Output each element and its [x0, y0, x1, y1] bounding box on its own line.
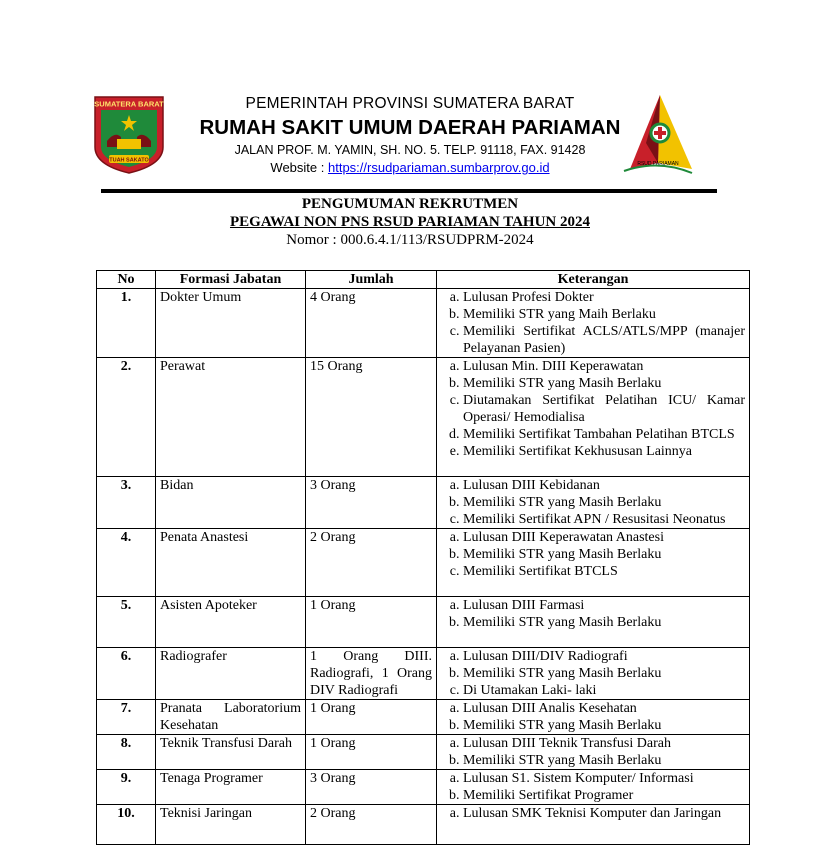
row-number: 1.: [97, 289, 156, 358]
row-number: 4.: [97, 529, 156, 597]
row-jumlah: 15 Orang: [306, 358, 437, 477]
requirement-item: b. Memiliki STR yang Masih Berlaku: [463, 494, 745, 511]
requirements-list: [441, 700, 745, 734]
requirement-item: b. Memiliki Sertifikat Programer: [463, 787, 745, 804]
emblem-top-text: SUMATERA BARAT: [94, 99, 164, 109]
hospital-website: [160, 160, 660, 175]
requirement-item: e. Memiliki Sertifikat Kekhususan Lainnya: [463, 443, 745, 460]
requirement-item: c. Diutamakan Sertifikat Pelatihan ICU/ Kamar Operasi/ Hemodialisa: [463, 392, 745, 426]
row-jumlah: 2 Orang: [306, 529, 437, 597]
row-jumlah: 1 Orang: [306, 700, 437, 735]
table-row: [97, 700, 750, 735]
table-row: [97, 477, 750, 529]
row-formasi: Perawat: [156, 358, 306, 477]
recruitment-table: [96, 270, 750, 845]
requirements-list: [441, 477, 745, 528]
row-keterangan: [437, 358, 750, 477]
requirement-item: a. Lulusan DIII Kebidanan: [463, 477, 745, 494]
table-row: [97, 289, 750, 358]
requirement-item: a. Lulusan DIII Keperawatan Anastesi: [463, 529, 745, 546]
requirement-item: b. Memiliki STR yang Masih Berlaku: [463, 614, 745, 631]
row-number: 5.: [97, 597, 156, 648]
requirements-list: [441, 529, 745, 580]
row-jumlah: 1 Orang DIII. Radiografi, 1 Orang DIV Radiografi: [306, 648, 437, 700]
rsud-pariaman-logo: [620, 93, 694, 177]
requirements-list: [441, 770, 745, 804]
announcement-subtitle: PEGAWAI NON PNS RSUD PARIAMAN TAHUN 2024: [229, 214, 590, 230]
requirement-item: a. Lulusan Min. DIII Keperawatan: [463, 358, 745, 375]
requirement-item: b. Memiliki STR yang Masih Berlaku: [463, 752, 745, 769]
hospital-address: JALAN PROF. M. YAMIN, SH. NO. 5. TELP. 91118, FAX. 91428: [234, 143, 586, 157]
sumatera-barat-emblem-logo: [93, 95, 165, 175]
row-formasi: Penata Anastesi: [156, 529, 306, 597]
requirement-item: a. Lulusan DIII/DIV Radiografi: [463, 648, 745, 665]
requirements-list: [441, 597, 745, 631]
row-jumlah: 2 Orang: [306, 805, 437, 845]
row-jumlah: 3 Orang: [306, 770, 437, 805]
letterhead: [0, 0, 817, 200]
row-jumlah: 3 Orang: [306, 477, 437, 529]
letterhead-divider: [101, 189, 717, 193]
table-body: [97, 289, 750, 845]
requirement-item: b. Memiliki STR yang Masih Berlaku: [463, 546, 745, 563]
table-row: [97, 597, 750, 648]
row-formasi: Pranata Laboratorium Kesehatan: [156, 700, 306, 735]
requirement-item: a. Lulusan DIII Analis Kesehatan: [463, 700, 745, 717]
table-row: [97, 805, 750, 845]
row-keterangan: [437, 529, 750, 597]
row-keterangan: [437, 700, 750, 735]
row-number: 7.: [97, 700, 156, 735]
logo-caption-text: RSUD PARIAMAN: [637, 161, 679, 167]
website-link[interactable]: https://rsudpariaman.sumbarprov.go.id: [327, 160, 550, 175]
requirements-list: [441, 358, 745, 460]
requirement-item: d. Memiliki Sertifikat Tambahan Pelatihan BTCLS: [463, 426, 745, 443]
table-row: [97, 770, 750, 805]
requirements-list: [441, 289, 745, 357]
hospital-name: RUMAH SAKIT UMUM DAERAH PARIAMAN: [199, 116, 621, 139]
row-keterangan: [437, 477, 750, 529]
row-number: 10.: [97, 805, 156, 845]
table-row: [97, 735, 750, 770]
announcement-title: PENGUMUMAN REKRUTMEN: [301, 196, 519, 212]
requirements-list: [441, 648, 745, 699]
requirement-item: a. Lulusan DIII Farmasi: [463, 597, 745, 614]
requirement-item: a. Lulusan DIII Teknik Transfusi Darah: [463, 735, 745, 752]
requirement-item: a. Lulusan S1. Sistem Komputer/ Informasi: [463, 770, 745, 787]
row-keterangan: [437, 648, 750, 700]
requirement-item: a. Lulusan Profesi Dokter: [463, 289, 745, 306]
row-formasi: Teknisi Jaringan: [156, 805, 306, 845]
row-formasi: Tenaga Programer: [156, 770, 306, 805]
column-header-formasi: Formasi Jabatan: [156, 271, 306, 289]
column-header-jumlah: Jumlah: [306, 271, 437, 289]
table-row: [97, 648, 750, 700]
table-row: [97, 529, 750, 597]
row-number: 6.: [97, 648, 156, 700]
website-label: Website :: [270, 160, 328, 175]
row-jumlah: 4 Orang: [306, 289, 437, 358]
row-jumlah: 1 Orang: [306, 597, 437, 648]
table-row: [97, 358, 750, 477]
row-number: 2.: [97, 358, 156, 477]
requirement-item: c. Memiliki Sertifikat ACLS/ATLS/MPP (manajer Pelayanan Pasien): [463, 323, 745, 357]
row-formasi: Asisten Apoteker: [156, 597, 306, 648]
requirement-item: b. Memiliki STR yang Maih Berlaku: [463, 306, 745, 323]
row-number: 8.: [97, 735, 156, 770]
row-keterangan: [437, 770, 750, 805]
requirement-item: a. Lulusan SMK Teknisi Komputer dan Jaringan: [463, 805, 745, 822]
requirement-item: c. Di Utamakan Laki- laki: [463, 682, 745, 699]
row-formasi: Dokter Umum: [156, 289, 306, 358]
row-keterangan: [437, 289, 750, 358]
requirement-item: b. Memiliki STR yang Masih Berlaku: [463, 717, 745, 734]
table-header-row: [97, 271, 750, 289]
row-number: 9.: [97, 770, 156, 805]
requirements-list: [441, 735, 745, 769]
row-keterangan: [437, 597, 750, 648]
requirement-item: c. Memiliki Sertifikat BTCLS: [463, 563, 745, 580]
emblem-motto-text: TUAH SAKATO: [109, 157, 149, 164]
requirement-item: c. Memiliki Sertifikat APN / Resusitasi Neonatus: [463, 511, 745, 528]
government-name: PEMERINTAH PROVINSI SUMATERA BARAT: [245, 95, 575, 112]
requirement-item: b. Memiliki STR yang Masih Berlaku: [463, 665, 745, 682]
column-header-no: No: [97, 271, 156, 289]
row-jumlah: 1 Orang: [306, 735, 437, 770]
row-formasi: Teknik Transfusi Darah: [156, 735, 306, 770]
requirements-list: [441, 805, 745, 822]
row-number: 3.: [97, 477, 156, 529]
row-formasi: Bidan: [156, 477, 306, 529]
row-keterangan: [437, 805, 750, 845]
announcement-number: Nomor : 000.6.4.1/113/RSUDPRM-2024: [286, 232, 534, 248]
requirement-item: b. Memiliki STR yang Masih Berlaku: [463, 375, 745, 392]
row-formasi: Radiografer: [156, 648, 306, 700]
row-keterangan: [437, 735, 750, 770]
column-header-keterangan: Keterangan: [437, 271, 750, 289]
